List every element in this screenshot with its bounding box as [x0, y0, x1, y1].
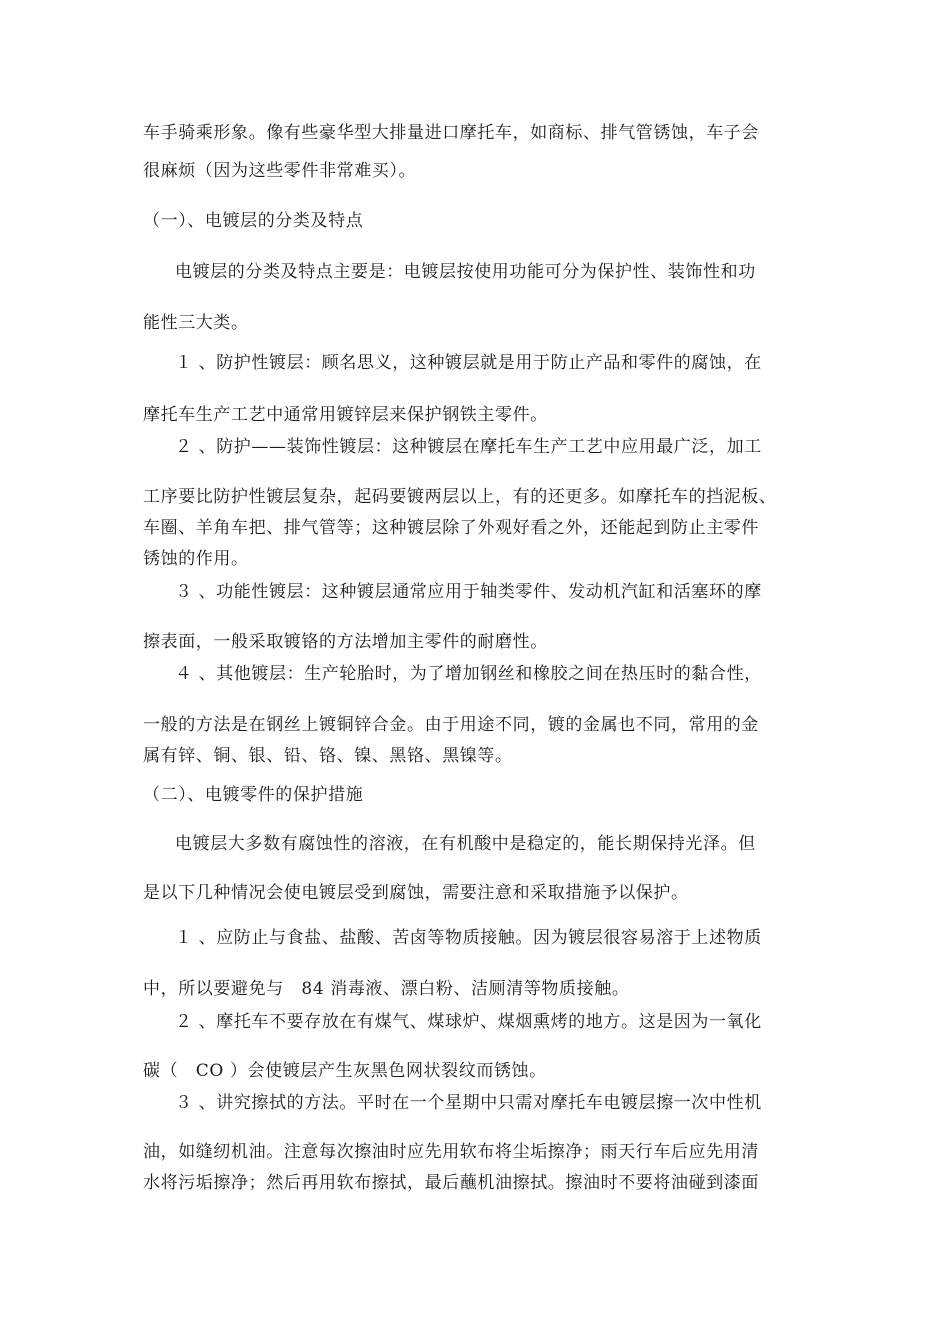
text-line: １ 、应防止与食盐、盐酸、苦卤等物质接触。因为镀层很容易溶于上述物质 [175, 928, 762, 948]
text-line: 电镀层的分类及特点主要是：电镀层按使用功能可分为保护性、装饰性和功 [175, 262, 756, 282]
text-line: 是以下几种情况会使电镀层受到腐蚀，需要注意和采取措施予以保护。 [143, 883, 689, 903]
section-heading: （一）、电镀层的分类及特点 [143, 211, 364, 231]
text-line: 车圈、羊角车把、排气管等；这种镀层除了外观好看之外，还能起到防止主零件 [143, 518, 759, 538]
text-line: 一般的方法是在钢丝上镀铜锌合金。由于用途不同，镀的金属也不同，常用的金 [143, 715, 759, 735]
text-line: ２ 、摩托车不要存放在有煤气、煤球炉、煤烟熏烤的地方。这是因为一氧化 [175, 1012, 762, 1032]
text-line: 属有锌、铜、银、铅、铬、镍、黑铬、黑镍等。 [143, 746, 513, 766]
text-line: １ 、防护性镀层：顾名思义，这种镀层就是用于防止产品和零件的腐蚀，在 [175, 353, 762, 373]
text-line: 锈蚀的作用。 [143, 549, 249, 569]
text-line: ３ 、讲究擦拭的方法。平时在一个星期中只需对摩托车电镀层擦一次中性机 [175, 1093, 762, 1113]
text-line: 油，如缝纫机油。注意每次擦油时应先用软布将尘垢擦净；雨天行车后应先用清 [143, 1142, 759, 1162]
text-line: ２ 、防护——装饰性镀层：这种镀层在摩托车生产工艺中应用最广泛，加工 [175, 437, 762, 457]
text-line: 擦表面，一般采取镀铬的方法增加主零件的耐磨性。 [143, 632, 548, 652]
text-line: 摩托车生产工艺中通常用镀锌层来保护钢铁主零件。 [143, 405, 548, 425]
text-line: 电镀层大多数有腐蚀性的溶液，在有机酸中是稳定的，能长期保持光泽。但 [175, 834, 756, 854]
text-line: 中，所以要避免与 84 消毒液、漂白粉、洁厕清等物质接触。 [143, 979, 630, 999]
text-line: 车手骑乘形象。像有些豪华型大排量进口摩托车，如商标、排气管锈蚀，车子会 [143, 123, 759, 143]
text-line: ３ 、功能性镀层：这种镀层通常应用于轴类零件、发动机汽缸和活塞环的摩 [175, 582, 762, 602]
text-line: ４ 、其他镀层：生产轮胎时，为了增加钢丝和橡胶之间在热压时的黏合性， [175, 664, 762, 684]
section-heading: （二）、电镀零件的保护措施 [143, 785, 364, 805]
text-line: 很麻烦（因为这些零件非常难买）。 [143, 161, 417, 181]
text-line: 工序要比防护性镀层复杂，起码要镀两层以上，有的还更多。如摩托车的挡泥板、 [143, 487, 777, 507]
text-line: 水将污垢擦净；然后再用软布擦拭，最后蘸机油擦拭。擦油时不要将油碰到漆面 [143, 1173, 759, 1193]
text-line: 能性三大类。 [143, 313, 249, 333]
text-line: 碳（ CO ）会使镀层产生灰黑色网状裂纹而锈蚀。 [143, 1061, 547, 1081]
